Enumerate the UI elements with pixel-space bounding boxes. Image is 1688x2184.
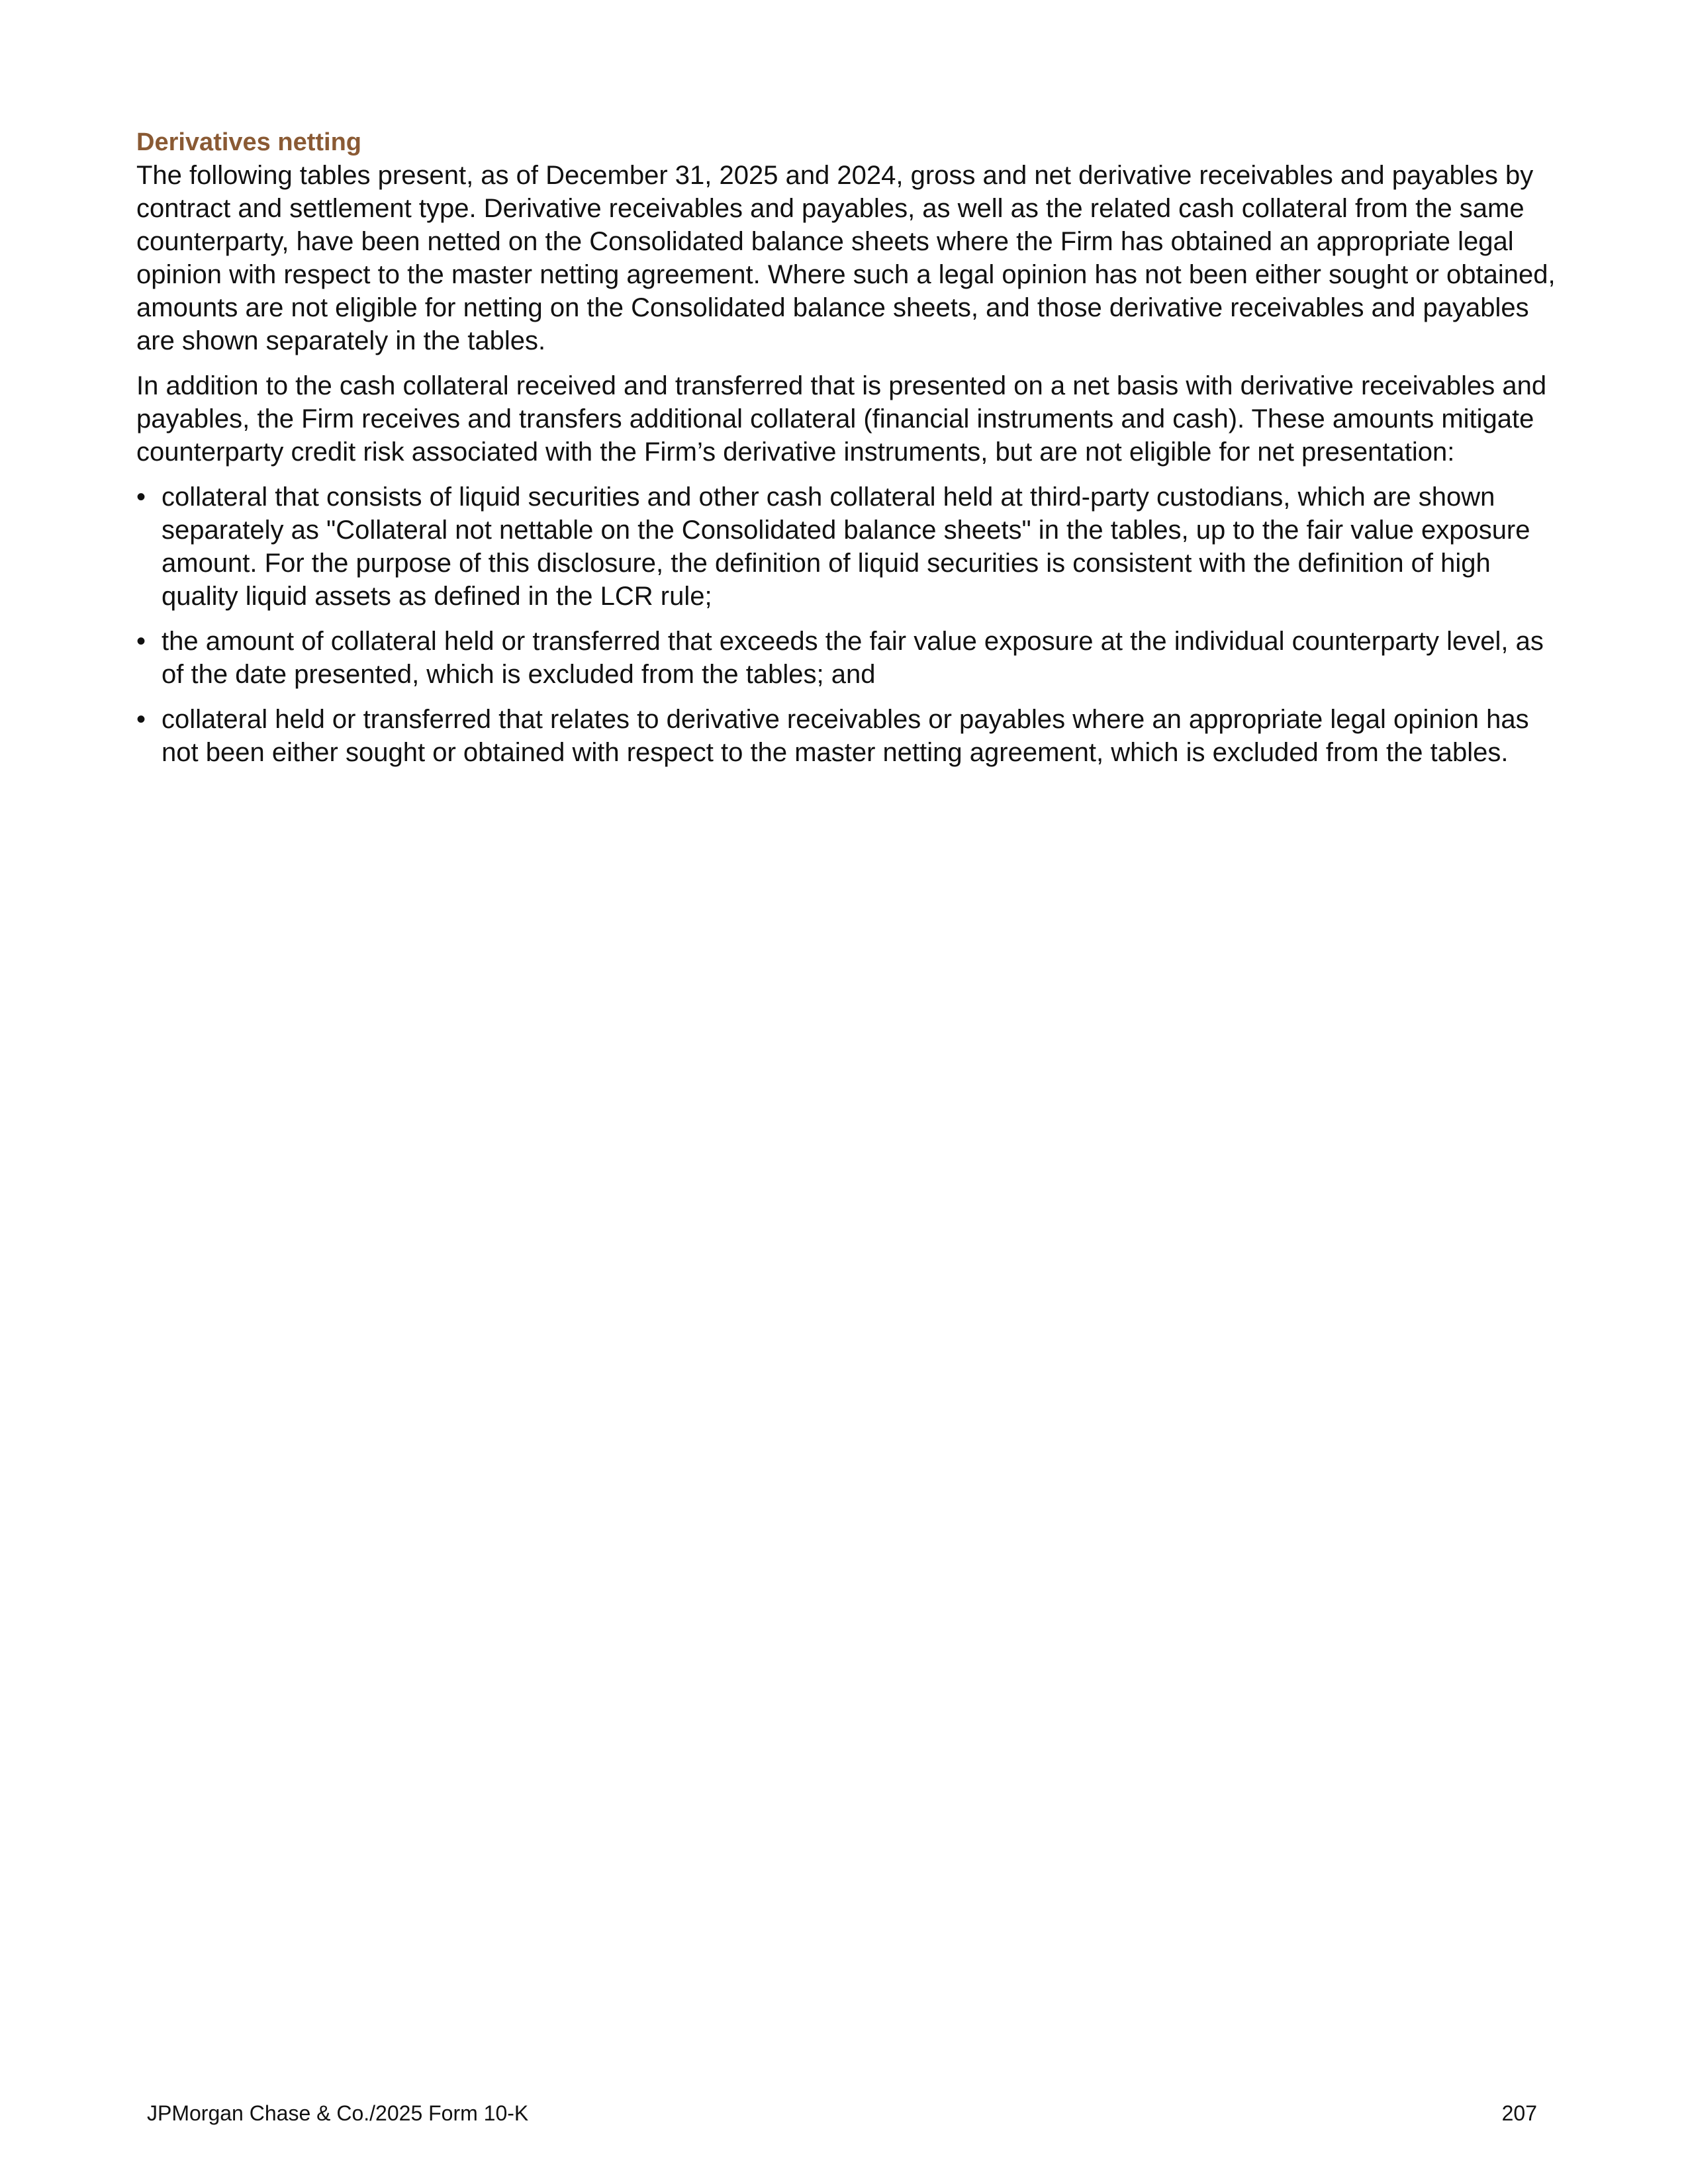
collateral-paragraph: In addition to the cash collateral received and transferred that is presented on a net basis with derivative receivables and payables, the Firm receives and transfers additional collateral (financial instruments and cash). These amounts mitigate counterparty credit risk associated with the Firm’s derivative instruments, but are not eligible for net presentation:	[136, 371, 1547, 467]
bullet-text: collateral held or transferred that relates to derivative receivables or payables where an appropriate legal opinion has not been either sought or obtained with respect to the master netting agreement, which is excluded from the tables.	[162, 705, 1529, 767]
bullet-text: collateral that consists of liquid securities and other cash collateral held at third-party custodians, which are shown separately as "Collateral not nettable on the Consolidated balance sheets" in the tables, up to the fair value exposure amount. For the purpose of this disclosure, the definition of liquid securities is consistent with the definition of high quality liquid assets as defined in the LCR rule;	[162, 482, 1530, 611]
list-item	[136, 703, 1560, 769]
section-heading: Derivatives netting	[136, 128, 361, 156]
footer-document-title: JPMorgan Chase & Co./2025 Form 10-K	[147, 2101, 529, 2125]
bullet-icon: •	[136, 627, 146, 656]
collateral-bullet-list	[136, 480, 1560, 769]
bullet-icon: •	[136, 705, 146, 734]
intro-paragraph: The following tables present, as of December 31, 2025 and 2024, gross and net derivative receivables and payables by contract and settlement type. Derivative receivables and payables, as well as the related cash collateral from the same counterparty, have been netted on the Consolidated balance sheets where the Firm has obtained an appropriate legal opinion with respect to the master netting agreement. Where such a legal opinion has not been either sought or obtained, amounts are not eligible for netting on the Consolidated balance sheets, and those derivative receivables and payables are shown separately in the tables.	[136, 161, 1556, 355]
bullet-icon: •	[136, 482, 146, 512]
document-body	[136, 126, 1560, 781]
list-item	[136, 480, 1560, 613]
list-item	[136, 625, 1560, 691]
bullet-text: the amount of collateral held or transferred that exceeds the fair value exposure at the individual counterparty level, as of the date presented, which is excluded from the tables; and	[162, 627, 1544, 689]
footer-page-number: 207	[1501, 2101, 1537, 2125]
